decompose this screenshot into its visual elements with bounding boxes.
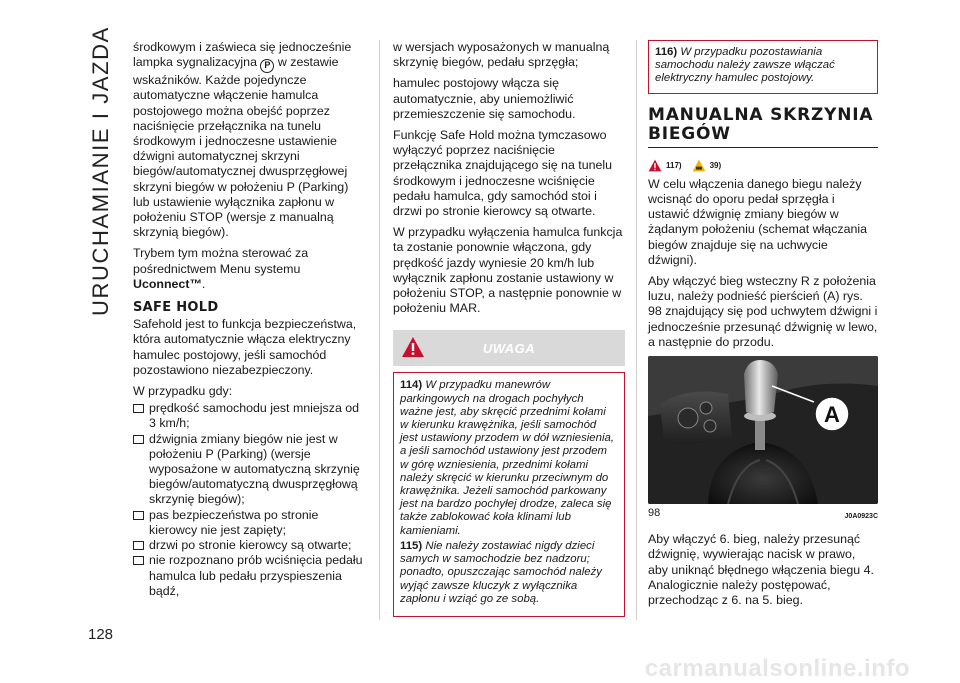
checkbox-bullet-icon xyxy=(133,435,144,444)
paragraph: Aby włączyć bieg wsteczny R z położenia luzu, należy podnieść pierścień (A) rys. 98 znajdujący się pod uchwytem dźwigni i jednocześnie przesunąć dźwignię w lewo, a następnie do przodu. xyxy=(648,274,878,349)
parking-brake-warning-icon: P xyxy=(260,59,274,73)
warning-number: 116) xyxy=(655,46,678,58)
warning-triangle-icon xyxy=(648,159,662,172)
column-3 xyxy=(648,40,878,614)
note-triangle-icon xyxy=(692,159,706,172)
list-item: prędkość samochodu jest mniejsza od 3 km/h; xyxy=(133,401,365,431)
reference-marks xyxy=(648,158,878,173)
list-item: drzwi po stronie kierowcy są otwarte; xyxy=(133,538,365,553)
paragraph: Safehold jest to funkcja bezpieczeństwa, która automatycznie włącza elektryczny hamulec postojowy, jeśli samochód pozostawiono niezabezpieczony. xyxy=(133,317,357,377)
warning-number: 114) xyxy=(400,379,423,392)
figure-caption xyxy=(648,506,878,524)
section-title: MANUALNA SKRZYNIA BIEGÓW xyxy=(648,106,878,148)
column-1 xyxy=(133,40,365,599)
uconnect-label: Uconnect™ xyxy=(133,276,202,291)
note-ref: 39) xyxy=(709,160,722,170)
warning-note-box: 116) W przypadku pozostawiania samochodu należy zawsze włączać elektryczny hamulec postojowy. xyxy=(648,40,878,94)
checkbox-bullet-icon xyxy=(133,541,144,550)
paragraph: W celu włączenia danego biegu należy wcisnąć do oporu pedał sprzęgła i ustawić dźwignię zmiany biegów w żądanym położeniu (schemat włączania biegów znajduje się na uchwycie dźwigni). xyxy=(648,176,868,267)
warning-triangle-icon xyxy=(401,336,425,358)
column-divider xyxy=(636,40,637,620)
paragraph: Funkcję Safe Hold można tymczasowo wyłączyć poprzez naciśnięcie przełącznika znajdującego się na tunelu środkowym i jednoczesne wciśnięcie pedału hamulca, gdy samochód stoi i drzwi po stronie kierowcy są otwarte. xyxy=(393,128,613,219)
paragraph: W przypadku wyłączenia hamulca funkcja ta zostanie ponownie włączona, gdy prędkość jazdy wyniesie 20 km/h lub wyłącznik zapłonu zostanie ustawiony w położeniu STOP, a następnie ponownie w położeniu MAR. xyxy=(393,225,623,316)
checkbox-bullet-icon xyxy=(133,511,144,520)
paragraph: W przypadku gdy: xyxy=(133,384,233,399)
gear-lever-photo xyxy=(648,356,878,504)
paragraph: w wersjach wyposażonych w manualną skrzynię biegów, pedału sprzęgła; xyxy=(393,40,610,70)
page-number: 128 xyxy=(88,626,114,643)
warning-header xyxy=(393,330,625,366)
safe-hold-heading: SAFE HOLD xyxy=(133,300,219,316)
warning-ref: 117) xyxy=(666,160,682,170)
checkbox-bullet-icon xyxy=(133,404,144,413)
figure-number: 98 xyxy=(648,507,661,520)
paragraph: hamulec postojowy włącza się automatycznie, aby uniemożliwić przemieszczenie się samochodu. xyxy=(393,76,576,121)
warning-label: UWAGA xyxy=(482,340,536,356)
paragraph: Trybem tym można sterować za pośrednictwem Menu systemu Uconnect™. xyxy=(133,246,309,291)
list-item: pas bezpieczeństwa po stronie kierowcy nie jest zapięty; xyxy=(133,508,365,538)
list-item: dźwignia zmiany biegów nie jest w położeniu P (Parking) (wersje wyposażone w automatyczną skrzynię biegów/automatyczną dwusprzęgłową skrzynię biegów); xyxy=(133,432,365,508)
photo-label-a: A xyxy=(824,402,840,428)
watermark: carmanualsonline.info xyxy=(644,655,910,682)
figure-code: J0A0923C xyxy=(844,513,878,521)
paragraph: środkowym i zaświeca się jednocześnie lampka sygnalizacyjna P w zestawie wskaźników. Każde pojedyncze automatyczne włączenie hamulca postojowego można obejść poprzez naciśnięcie przełącznika na tunelu środkowym i jednoczesne ustawienie dźwigni automatycznej skrzyni biegów/automatycznej dwusprzęgłowej skrzyni biegów w położeniu P (Parking) lub ustawienie wyłącznika zapłonu w położeniu STOP (wersje z manualną skrzynią biegów). xyxy=(133,40,352,240)
column-2 xyxy=(393,40,625,617)
checkbox-bullet-icon xyxy=(133,556,144,565)
warning-number: 115) xyxy=(400,539,423,552)
column-divider xyxy=(379,40,380,620)
paragraph: Aby włączyć 6. bieg, należy przesunąć dźwignię, wywierając nacisk w prawo, aby uniknąć błędnego włączenia biegu 4. Analogicznie należy postępować, przechodząc z 6. na 5. bieg. xyxy=(648,532,874,608)
warning-box: 114) W przypadku manewrów parkingowych na drogach pochyłych ważne jest, aby skręcić przednimi kołami w kierunku krawężnika, jeśli samochód jest ustawiony przodem w dół wzniesienia, a jeśli samochód ustawiony jest przodem w górę wzniesienia, przednimi kołami należy skręcić w kierunku przeciwnym do krawężnika. Jeżeli samochód parkowany jest na bardzo pochyłej drodze, zaleca się także zablokować koła klinami lub kamieniami. 115) Nie należy zostawiać nigdy dzieci samych w samochodzie bez nadzoru; ponadto, opuszczając samochód należy wyjąć zawsze kluczyk z wyłącznika zapłonu i wziąć go ze sobą. xyxy=(393,372,625,616)
list-item: nie rozpoznano prób wciśnięcia pedału hamulca lub pedału przyspieszenia bądź, xyxy=(133,553,365,599)
chapter-title: URUCHAMIANIE I JAZDA xyxy=(88,26,114,316)
